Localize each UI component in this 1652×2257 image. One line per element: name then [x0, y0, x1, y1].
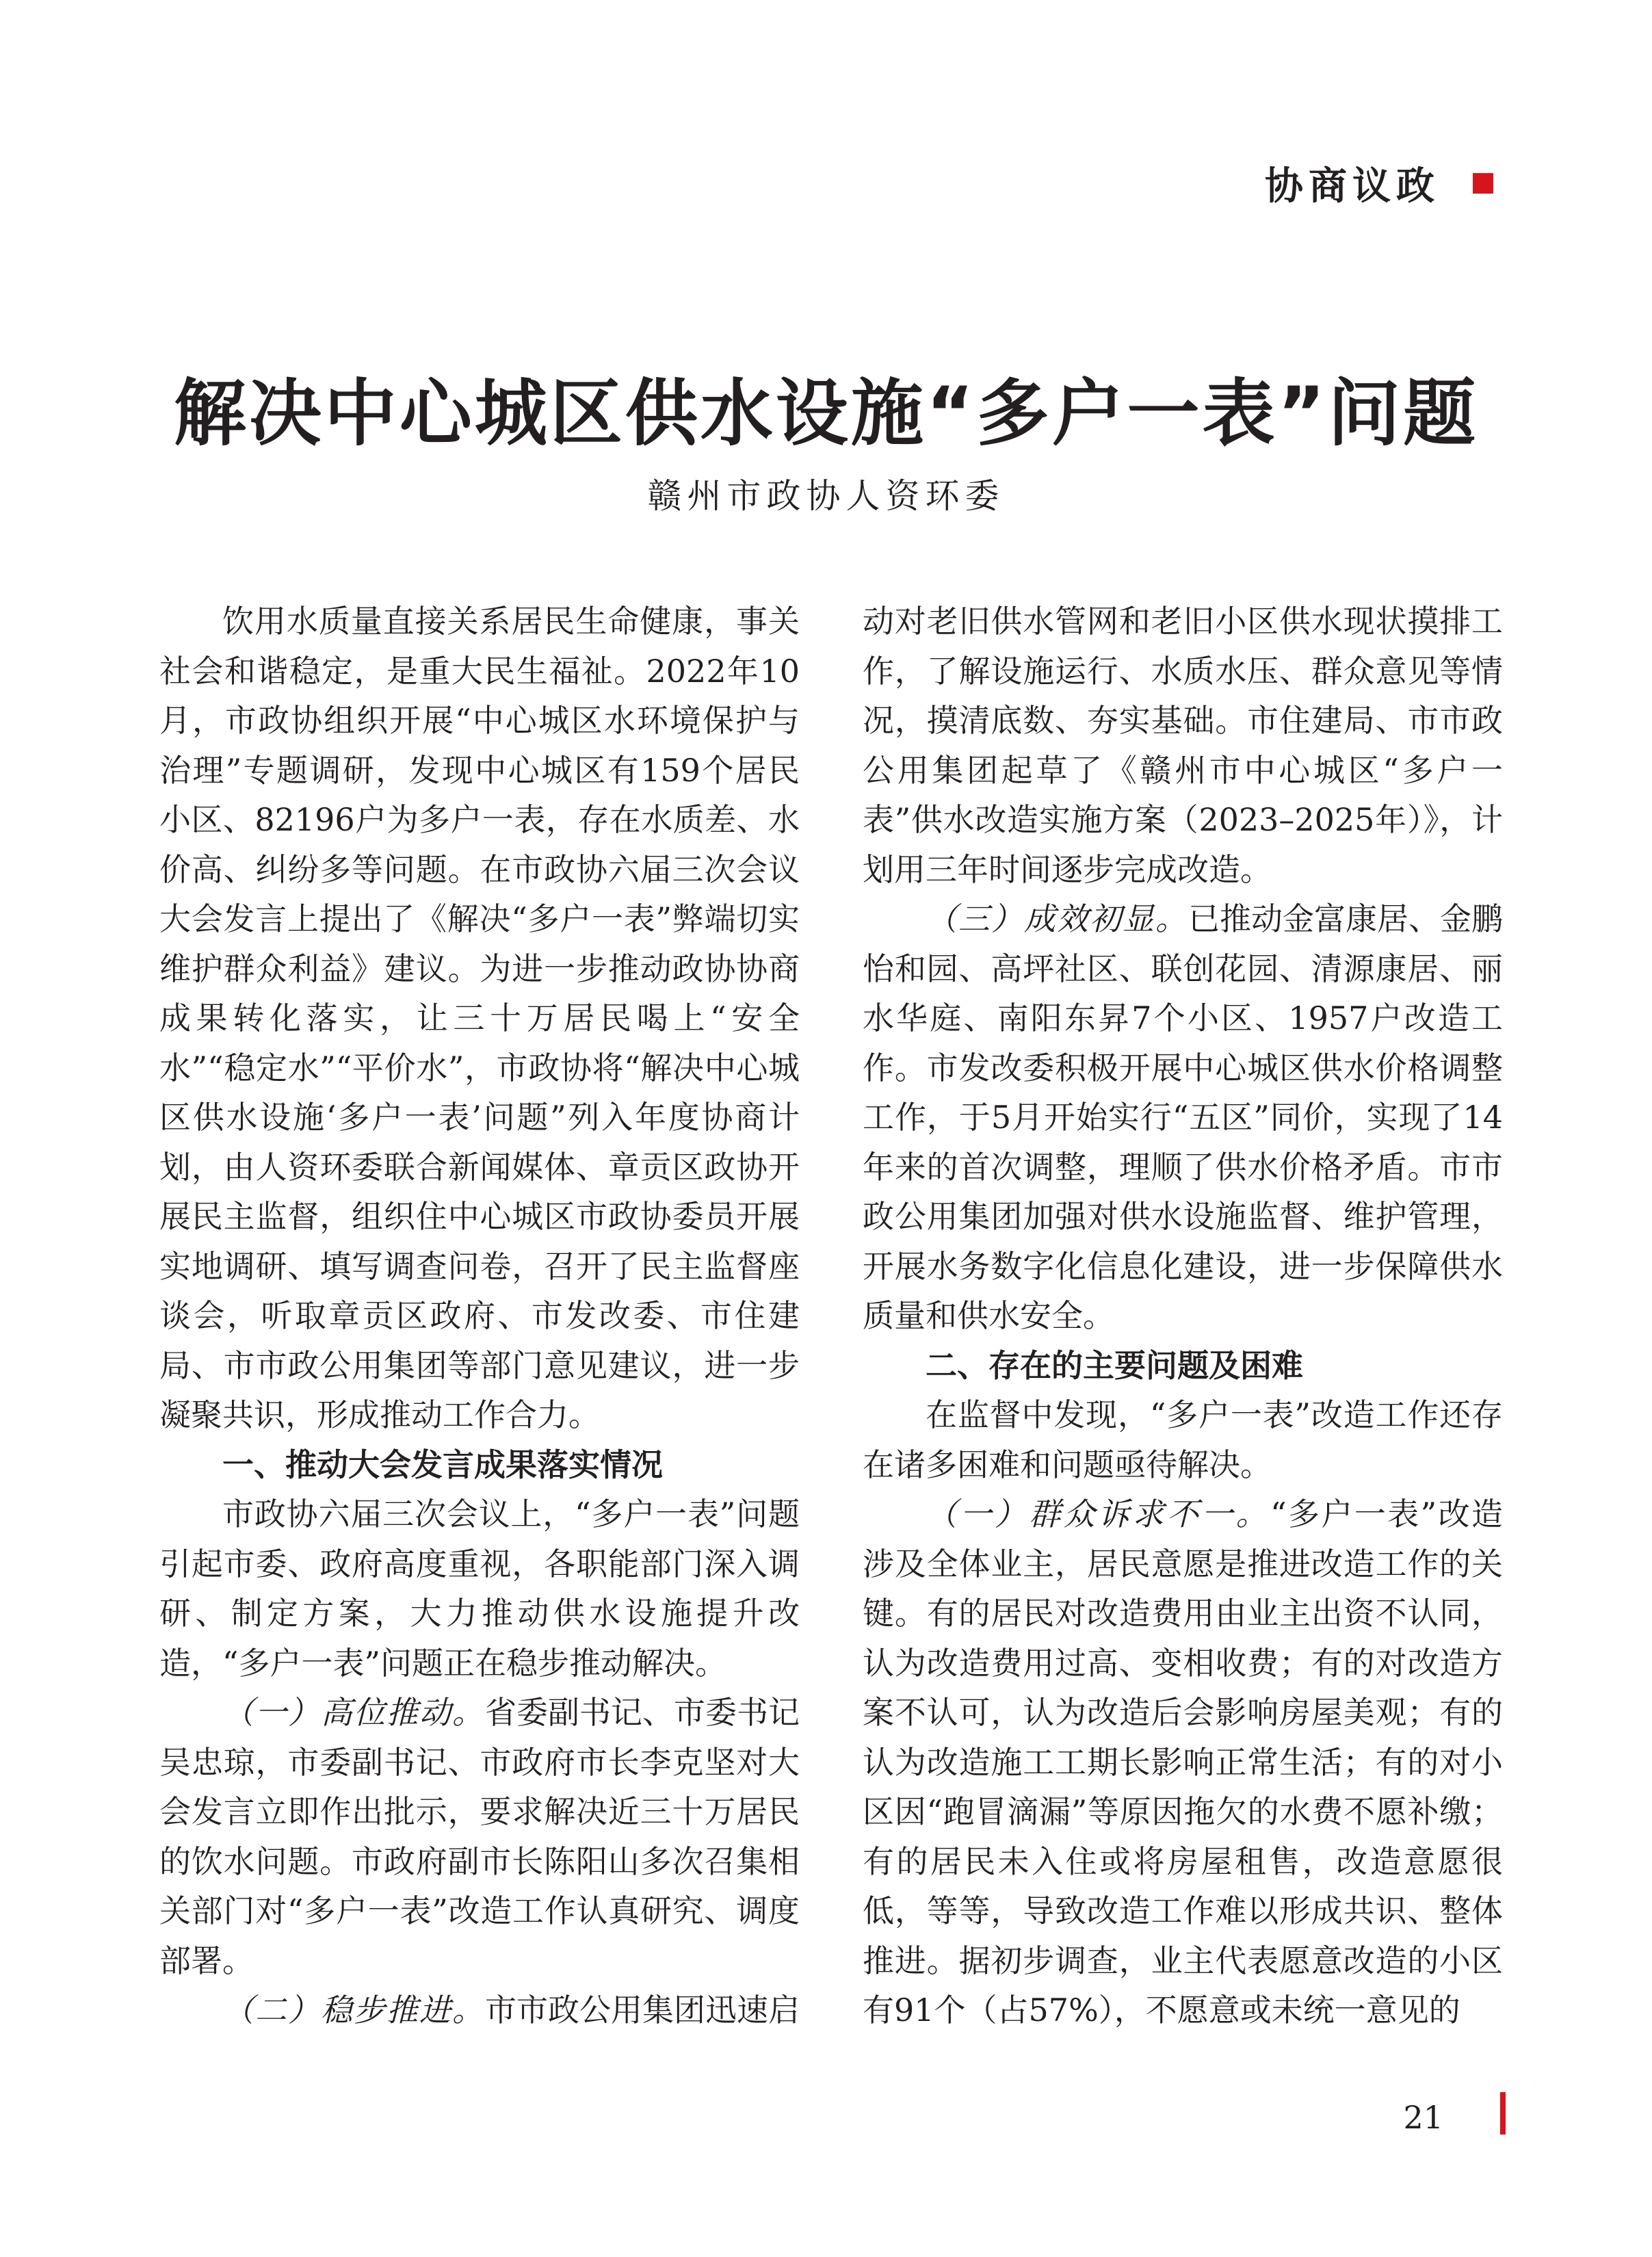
paragraph-text: “多户一表”改造涉及全体业主，居民意愿是推进改造工作的关键。有的居民对改造费用由业主出资不认同，认为改造费用过高、变相收费；有的对改造方案不认可，认为改造后会影响房屋美观；有的认为改造施工工期长影响正常生活；有的对小区因“跑冒滴漏”等原因拖欠的水费不愿补缴；有的居民未入住或将房屋租售，改造意愿很低，等等，导致改造工作难以形成共识、整体推进。据初步调查，业主代表愿意改造的小区有91个（占57%），不愿意或未统一意见的	[863, 1496, 1503, 2028]
paragraph	[863, 894, 1503, 1341]
paragraph-lead: （二）稳步推进。	[222, 1992, 485, 2028]
section-heading: 二、存在的主要问题及困难	[926, 1346, 1303, 1384]
paragraph-lead: （一）高位推动。	[222, 1694, 485, 1731]
right-column	[863, 597, 1503, 2035]
page-number: 21	[1403, 2099, 1443, 2136]
paragraph	[159, 1985, 800, 2035]
section-tag	[1265, 156, 1493, 211]
article-title: 解决中心城区供水设施“多户一表”问题	[173, 371, 1479, 456]
section-title: 协商议政	[1265, 164, 1440, 209]
section-heading: 一、推动大会发言成果落实情况	[222, 1446, 663, 1483]
page-marker-bar	[1500, 2092, 1506, 2135]
paragraph-text: 省委副书记、市委书记吴忠琼，市委副书记、市政府市长李克坚对大会发言立即作出批示，要求解决近三十万居民的饮水问题。市政府副市长陈阳山多次召集相关部门对“多户一表”改造工作认真研究、调度部署。	[159, 1694, 800, 1979]
paragraph-lead: （一）群众诉求不一。	[926, 1496, 1271, 1532]
paragraph-text: 市市政公用集团迅速启	[485, 1992, 800, 2028]
paragraph: 动对老旧供水管网和老旧小区供水现状摸排工作，了解设施运行、水质水压、群众意见等情况，摸清底数、夯实基础。市住建局、市市政公用集团起草了《赣州市中心城区“多户一表”供水改造实施方案（2023–2025年）》，计划用三年时间逐步完成改造。	[863, 603, 1503, 888]
paragraph: 在监督中发现，“多户一表”改造工作还存在诸多困难和问题亟待解决。	[863, 1396, 1503, 1483]
paragraph-text: 已推动金富康居、金鹏怡和园、高坪社区、联创花园、清源康居、丽水华庭、南阳东昇7个小区、1957户改造工作。市发改委积极开展中心城区供水价格调整工作，于5月开始实行“五区”同价，实现了14年来的首次调整，理顺了供水价格矛盾。市市政公用集团加强对供水设施监督、维护管理，开展水务数字化信息化建设，进一步保障供水质量和供水安全。	[863, 900, 1503, 1334]
paragraph: 市政协六届三次会议上，“多户一表”问题引起市委、政府高度重视，各职能部门深入调研、制定方案，大力推动供水设施提升改造，“多户一表”问题正在稳步推动解决。	[159, 1496, 800, 1682]
left-column	[159, 597, 800, 2035]
paragraph-lead: （三）成效初显。	[926, 900, 1188, 937]
section-marker	[1473, 173, 1493, 194]
paragraph	[159, 1688, 800, 1985]
article-author: 赣州市政协人资环委	[647, 476, 1005, 516]
paragraph	[863, 1489, 1503, 2035]
paragraph: 饮用水质量直接关系居民生命健康，事关社会和谐稳定，是重大民生福祉。2022年10月，市政协组织开展“中心城区水环境保护与治理”专题调研，发现中心城区有159个居民小区、82196户为多户一表，存在水质差、水价高、纠纷多等问题。在市政协六届三次会议大会发言上提出了《解决“多户一表”弊端切实维护群众利益》建议。为进一步推动政协协商成果转化落实，让三十万居民喝上“安全水”“稳定水”“平价水”，市政协将“解决中心城区供水设施‘多户一表’问题”列入年度协商计划，由人资环委联合新闻媒体、章贡区政协开展民主监督，组织住中心城区市政协委员开展实地调研、填写调查问卷，召开了民主监督座谈会，听取章贡区政府、市发改委、市住建局、市市政公用集团等部门意见建议，进一步凝聚共识，形成推动工作合力。	[159, 603, 800, 1433]
